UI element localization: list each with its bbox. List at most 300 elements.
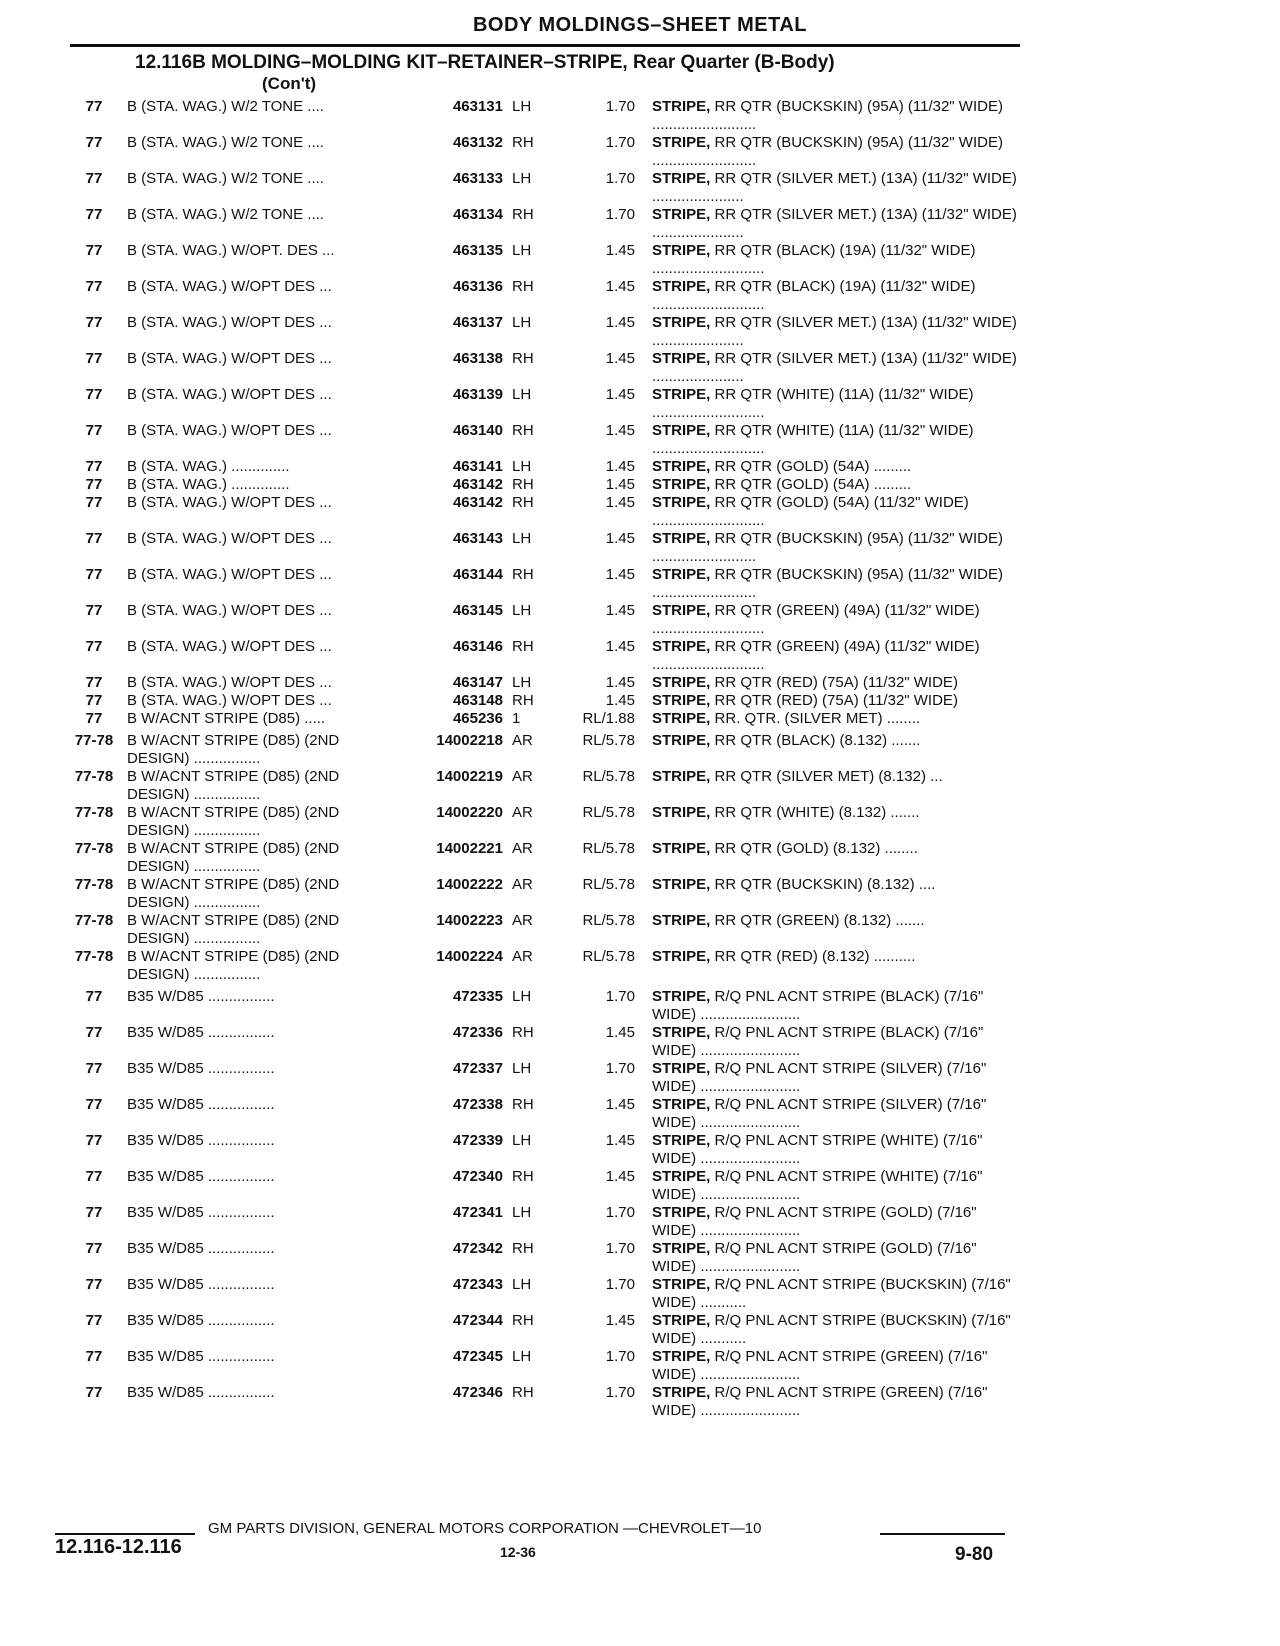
part-name [652, 458, 1022, 476]
price: 1.70 [605, 1384, 635, 1401]
part-name-detail: RR QTR (GOLD) (54A) ......... [714, 458, 912, 475]
price: RL/5.78 [582, 876, 635, 893]
part-name [652, 692, 1022, 710]
part-number: 463147 [452, 674, 503, 691]
part-name-keyword: STRIPE, [652, 1096, 711, 1113]
side-code: RH [512, 638, 534, 655]
price: 1.45 [605, 1168, 635, 1185]
model-year: 77 [85, 1024, 103, 1041]
part-name-keyword: STRIPE, [652, 732, 711, 749]
model-description: B (STA. WAG.) W/OPT DES ... [127, 350, 332, 367]
part-name-detail: RR QTR (BLACK) (19A) (11/32" WIDE) ........................... [652, 278, 976, 313]
model-description: B (STA. WAG.) W/OPT DES ... [127, 530, 332, 547]
price: 1.45 [605, 314, 635, 331]
model-description: B (STA. WAG.) W/OPT DES ... [127, 422, 332, 439]
part-number: 463138 [452, 350, 503, 367]
part-number: 472336 [452, 1024, 503, 1041]
part-number: 472337 [452, 1060, 503, 1077]
part-number: 463139 [452, 386, 503, 403]
price: 1.45 [605, 242, 635, 259]
part-name-keyword: STRIPE, [652, 278, 711, 295]
part-number: 463131 [452, 98, 503, 115]
part-name [652, 1024, 1022, 1060]
part-name-keyword: STRIPE, [652, 988, 711, 1005]
price: 1.45 [605, 1024, 635, 1041]
part-name-detail: RR QTR (BUCKSKIN) (95A) (11/32" WIDE) ......................... [652, 134, 1003, 169]
part-number: 463145 [452, 602, 503, 619]
part-name [652, 98, 1022, 134]
page-title: BODY MOLDINGS–SHEET METAL [472, 14, 807, 36]
model-year: 77-78 [74, 732, 114, 749]
part-name-keyword: STRIPE, [652, 494, 711, 511]
part-number: 472341 [452, 1204, 503, 1221]
part-name [652, 1240, 1022, 1276]
part-number: 472340 [452, 1168, 503, 1185]
side-code: RH [512, 1024, 534, 1041]
price: 1.45 [605, 530, 635, 547]
model-description: B (STA. WAG.) W/OPT DES ... [127, 602, 332, 619]
part-name-keyword: STRIPE, [652, 876, 711, 893]
model-year: 77-78 [74, 876, 114, 893]
price: 1.70 [605, 1204, 635, 1221]
part-name [652, 768, 1022, 786]
side-code: RH [512, 1240, 534, 1257]
model-description: B (STA. WAG.) W/OPT DES ... [127, 278, 332, 295]
model-description: B W/ACNT STRIPE (D85) (2ND DESIGN) ................ [127, 804, 340, 839]
footer-rule-right [880, 1533, 1005, 1535]
model-description: B (STA. WAG.) W/OPT DES ... [127, 674, 332, 691]
part-name-keyword: STRIPE, [652, 710, 711, 727]
model-description: B (STA. WAG.) W/OPT DES ... [127, 494, 332, 511]
part-name-detail: RR QTR (SILVER MET.) (13A) (11/32" WIDE) ...................... [652, 350, 1017, 385]
model-description: B W/ACNT STRIPE (D85) ..... [127, 710, 326, 727]
model-year: 77 [85, 1384, 103, 1401]
model-year: 77 [85, 692, 103, 709]
side-code: LH [512, 1132, 532, 1149]
price: 1.70 [605, 1240, 635, 1257]
part-name-detail: RR QTR (WHITE) (8.132) ....... [714, 804, 920, 821]
model-year: 77 [85, 1240, 103, 1257]
price: 1.70 [605, 206, 635, 223]
part-name [652, 840, 1022, 858]
model-description: B W/ACNT STRIPE (D85) (2ND DESIGN) ................ [127, 768, 340, 803]
model-year: 77 [85, 566, 103, 583]
side-code: LH [512, 458, 532, 475]
side-code: AR [512, 804, 533, 821]
side-code: RH [512, 566, 534, 583]
part-name [652, 1132, 1022, 1168]
price: 1.70 [605, 1276, 635, 1293]
part-name-keyword: STRIPE, [652, 692, 711, 709]
part-name [652, 1204, 1022, 1240]
part-name [652, 350, 1022, 386]
part-name-detail: R/Q PNL ACNT STRIPE (BUCKSKIN) (7/16" WIDE) ........... [652, 1276, 1011, 1311]
price: 1.70 [605, 988, 635, 1005]
part-name-keyword: STRIPE, [652, 602, 711, 619]
price: RL/5.78 [582, 732, 635, 749]
price: RL/5.78 [582, 768, 635, 785]
model-description: B (STA. WAG.) W/2 TONE .... [127, 170, 324, 187]
side-code: LH [512, 530, 532, 547]
model-year: 77 [85, 1096, 103, 1113]
side-code: LH [512, 602, 532, 619]
price: 1.45 [605, 1312, 635, 1329]
part-name [652, 566, 1022, 602]
part-name [652, 134, 1022, 170]
model-year: 77 [85, 530, 103, 547]
part-name-keyword: STRIPE, [652, 1024, 711, 1041]
part-name-detail: RR QTR (WHITE) (11A) (11/32" WIDE) ........................... [652, 386, 974, 421]
part-name-detail: R/Q PNL ACNT STRIPE (WHITE) (7/16" WIDE) ........................ [652, 1168, 983, 1203]
price: 1.70 [605, 170, 635, 187]
part-name-keyword: STRIPE, [652, 948, 711, 965]
model-description: B W/ACNT STRIPE (D85) (2ND DESIGN) ................ [127, 912, 340, 947]
part-name-detail: RR QTR (SILVER MET.) (13A) (11/32" WIDE) ...................... [652, 314, 1017, 349]
part-name-keyword: STRIPE, [652, 1168, 711, 1185]
part-name-detail: RR. QTR. (SILVER MET) ........ [714, 710, 921, 727]
part-name [652, 876, 1022, 894]
part-number: 463136 [452, 278, 503, 295]
part-name [652, 1276, 1022, 1312]
part-number: 472342 [452, 1240, 503, 1257]
part-name [652, 710, 1022, 728]
model-description: B (STA. WAG.) W/OPT DES ... [127, 638, 332, 655]
part-name-detail: RR QTR (SILVER MET.) (13A) (11/32" WIDE) ...................... [652, 206, 1017, 241]
price: 1.45 [605, 278, 635, 295]
part-number: 472339 [452, 1132, 503, 1149]
part-name-detail: RR QTR (BLACK) (19A) (11/32" WIDE) ........................... [652, 242, 976, 277]
part-name-keyword: STRIPE, [652, 458, 711, 475]
model-year: 77-78 [74, 768, 114, 785]
part-name-detail: R/Q PNL ACNT STRIPE (GREEN) (7/16" WIDE) ........................ [652, 1348, 988, 1383]
price: 1.45 [605, 476, 635, 493]
model-description: B (STA. WAG.) W/OPT. DES ... [127, 242, 335, 259]
model-year: 77 [85, 134, 103, 151]
part-name [652, 804, 1022, 822]
model-description: B35 W/D85 ................ [127, 1312, 275, 1329]
part-name-detail: RR QTR (BUCKSKIN) (8.132) .... [714, 876, 936, 893]
side-code: AR [512, 768, 533, 785]
part-name-keyword: STRIPE, [652, 1384, 711, 1401]
model-description: B (STA. WAG.) W/2 TONE .... [127, 134, 324, 151]
model-description: B (STA. WAG.) W/OPT DES ... [127, 692, 332, 709]
part-name-detail: RR QTR (BUCKSKIN) (95A) (11/32" WIDE) ......................... [652, 98, 1003, 133]
part-name [652, 422, 1022, 458]
model-year: 77 [85, 386, 103, 403]
price: 1.45 [605, 566, 635, 583]
part-name-detail: R/Q PNL ACNT STRIPE (BUCKSKIN) (7/16" WIDE) ........... [652, 1312, 1011, 1347]
part-name-keyword: STRIPE, [652, 314, 711, 331]
part-number: 14002220 [436, 804, 503, 821]
model-description: B35 W/D85 ................ [127, 1132, 275, 1149]
price: RL/5.78 [582, 948, 635, 965]
price: 1.45 [605, 458, 635, 475]
part-name-detail: RR QTR (GOLD) (54A) (11/32" WIDE) ........................... [652, 494, 969, 529]
price: RL/5.78 [582, 912, 635, 929]
part-name-keyword: STRIPE, [652, 350, 711, 367]
model-year: 77 [85, 422, 103, 439]
price: 1.70 [605, 98, 635, 115]
model-description: B35 W/D85 ................ [127, 1204, 275, 1221]
part-number: 463143 [452, 530, 503, 547]
part-name-keyword: STRIPE, [652, 840, 711, 857]
part-name-detail: RR QTR (GOLD) (54A) ......... [714, 476, 912, 493]
part-number: 463142 [452, 476, 503, 493]
model-description: B (STA. WAG.) W/OPT DES ... [127, 314, 332, 331]
part-name-keyword: STRIPE, [652, 674, 711, 691]
price: 1.70 [605, 134, 635, 151]
part-name-detail: RR QTR (BUCKSKIN) (95A) (11/32" WIDE) ......................... [652, 530, 1003, 565]
model-year: 77 [85, 1348, 103, 1365]
price: RL/5.78 [582, 840, 635, 857]
price: RL/5.78 [582, 804, 635, 821]
part-name-detail: R/Q PNL ACNT STRIPE (GOLD) (7/16" WIDE) ........................ [652, 1204, 977, 1239]
part-name-detail: RR QTR (WHITE) (11A) (11/32" WIDE) ........................... [652, 422, 974, 457]
model-description: B35 W/D85 ................ [127, 1096, 275, 1113]
part-number: 463140 [452, 422, 503, 439]
price: 1.45 [605, 386, 635, 403]
model-description: B35 W/D85 ................ [127, 988, 275, 1005]
part-name-keyword: STRIPE, [652, 1312, 711, 1329]
part-number: 472346 [452, 1384, 503, 1401]
part-name-keyword: STRIPE, [652, 912, 711, 929]
part-number: 472344 [452, 1312, 503, 1329]
part-number: 465236 [452, 710, 503, 727]
part-number: 14002222 [436, 876, 503, 893]
side-code: RH [512, 350, 534, 367]
part-name-keyword: STRIPE, [652, 386, 711, 403]
part-name-keyword: STRIPE, [652, 530, 711, 547]
part-number: 14002219 [436, 768, 503, 785]
side-code: LH [512, 674, 532, 691]
section-continued-label: (Con't) [262, 74, 317, 93]
model-year: 77 [85, 638, 103, 655]
side-code: RH [512, 1312, 534, 1329]
side-code: AR [512, 912, 533, 929]
model-year: 77 [85, 1132, 103, 1149]
price: 1.45 [605, 422, 635, 439]
part-name [652, 1168, 1022, 1204]
part-name-detail: R/Q PNL ACNT STRIPE (BLACK) (7/16" WIDE) ........................ [652, 988, 984, 1023]
price: 1.70 [605, 1060, 635, 1077]
part-name-detail: R/Q PNL ACNT STRIPE (GREEN) (7/16" WIDE) ........................ [652, 1384, 988, 1419]
price: RL/1.88 [582, 710, 635, 727]
side-code: AR [512, 948, 533, 965]
part-name-detail: RR QTR (GREEN) (8.132) ....... [714, 912, 925, 929]
part-name-keyword: STRIPE, [652, 566, 711, 583]
side-code: RH [512, 1384, 534, 1401]
part-name-keyword: STRIPE, [652, 422, 711, 439]
part-name-keyword: STRIPE, [652, 206, 711, 223]
part-name-keyword: STRIPE, [652, 170, 711, 187]
model-year: 77-78 [74, 912, 114, 929]
side-code: LH [512, 98, 532, 115]
side-code: 1 [512, 710, 521, 727]
model-description: B35 W/D85 ................ [127, 1060, 275, 1077]
side-code: RH [512, 1168, 534, 1185]
footer-page-number: 12-36 [500, 1544, 536, 1560]
part-name-detail: RR QTR (RED) (75A) (11/32" WIDE) [714, 692, 958, 709]
part-name [652, 1312, 1022, 1348]
model-year: 77 [85, 350, 103, 367]
model-description: B (STA. WAG.) .............. [127, 458, 290, 475]
model-description: B35 W/D85 ................ [127, 1240, 275, 1257]
price: 1.70 [605, 1348, 635, 1365]
part-name [652, 206, 1022, 242]
side-code: LH [512, 1276, 532, 1293]
part-number: 472338 [452, 1096, 503, 1113]
part-name-detail: R/Q PNL ACNT STRIPE (SILVER) (7/16" WIDE) ........................ [652, 1060, 987, 1095]
part-name [652, 170, 1022, 206]
part-name-keyword: STRIPE, [652, 804, 711, 821]
price: 1.45 [605, 494, 635, 511]
part-number: 463142 [452, 494, 503, 511]
part-name-detail: RR QTR (GOLD) (8.132) ........ [714, 840, 918, 857]
part-number: 463133 [452, 170, 503, 187]
side-code: LH [512, 1060, 532, 1077]
model-year: 77 [85, 674, 103, 691]
model-year: 77 [85, 476, 103, 493]
model-description: B35 W/D85 ................ [127, 1276, 275, 1293]
part-name-keyword: STRIPE, [652, 1132, 711, 1149]
model-year: 77 [85, 278, 103, 295]
part-name-detail: RR QTR (SILVER MET.) (13A) (11/32" WIDE) ...................... [652, 170, 1017, 205]
side-code: RH [512, 278, 534, 295]
model-description: B (STA. WAG.) .............. [127, 476, 290, 493]
model-year: 77 [85, 1060, 103, 1077]
part-name-detail: RR QTR (BUCKSKIN) (95A) (11/32" WIDE) ......................... [652, 566, 1003, 601]
part-name-keyword: STRIPE, [652, 476, 711, 493]
part-name-detail: RR QTR (BLACK) (8.132) ....... [714, 732, 921, 749]
model-description: B (STA. WAG.) W/OPT DES ... [127, 386, 332, 403]
part-number: 463146 [452, 638, 503, 655]
part-name-detail: RR QTR (RED) (75A) (11/32" WIDE) [714, 674, 958, 691]
side-code: LH [512, 988, 532, 1005]
price: 1.45 [605, 602, 635, 619]
model-description: B35 W/D85 ................ [127, 1168, 275, 1185]
part-number: 463135 [452, 242, 503, 259]
price: 1.45 [605, 350, 635, 367]
part-name-keyword: STRIPE, [652, 638, 711, 655]
price: 1.45 [605, 1096, 635, 1113]
part-name-keyword: STRIPE, [652, 1348, 711, 1365]
model-description: B (STA. WAG.) W/2 TONE .... [127, 206, 324, 223]
price: 1.45 [605, 1132, 635, 1149]
model-year: 77 [85, 98, 103, 115]
part-number: 463132 [452, 134, 503, 151]
part-name-keyword: STRIPE, [652, 98, 711, 115]
part-name-detail: R/Q PNL ACNT STRIPE (BLACK) (7/16" WIDE) ........................ [652, 1024, 984, 1059]
part-name [652, 1060, 1022, 1096]
part-number: 463137 [452, 314, 503, 331]
model-description: B W/ACNT STRIPE (D85) (2ND DESIGN) ................ [127, 948, 340, 983]
side-code: LH [512, 386, 532, 403]
part-name [652, 386, 1022, 422]
part-name-detail: RR QTR (GREEN) (49A) (11/32" WIDE) ........................... [652, 638, 980, 673]
side-code: RH [512, 476, 534, 493]
part-name-keyword: STRIPE, [652, 768, 711, 785]
part-number: 14002223 [436, 912, 503, 929]
part-name [652, 530, 1022, 566]
side-code: RH [512, 494, 534, 511]
model-year: 77 [85, 602, 103, 619]
model-description: B35 W/D85 ................ [127, 1384, 275, 1401]
part-name-detail: R/Q PNL ACNT STRIPE (SILVER) (7/16" WIDE) ........................ [652, 1096, 987, 1131]
part-name [652, 1348, 1022, 1384]
part-name-keyword: STRIPE, [652, 134, 711, 151]
model-year: 77 [85, 206, 103, 223]
model-description: B W/ACNT STRIPE (D85) (2ND DESIGN) ................ [127, 732, 340, 767]
part-name [652, 988, 1022, 1024]
model-year: 77 [85, 458, 103, 475]
part-name [652, 912, 1022, 930]
part-name-detail: RR QTR (SILVER MET) (8.132) ... [714, 768, 943, 785]
model-year: 77 [85, 314, 103, 331]
part-name-detail: RR QTR (GREEN) (49A) (11/32" WIDE) ........................... [652, 602, 980, 637]
section-title: 12.116B MOLDING–MOLDING KIT–RETAINER–STRIPE, Rear Quarter (B-Body) [135, 52, 835, 73]
part-name [652, 494, 1022, 530]
part-name-keyword: STRIPE, [652, 1060, 711, 1077]
part-name-keyword: STRIPE, [652, 1240, 711, 1257]
model-year: 77 [85, 1276, 103, 1293]
model-year: 77-78 [74, 804, 114, 821]
side-code: RH [512, 422, 534, 439]
part-name-detail: R/Q PNL ACNT STRIPE (GOLD) (7/16" WIDE) ........................ [652, 1240, 977, 1275]
model-description: B (STA. WAG.) W/OPT DES ... [127, 566, 332, 583]
side-code: LH [512, 1348, 532, 1365]
model-description: B35 W/D85 ................ [127, 1024, 275, 1041]
side-code: RH [512, 206, 534, 223]
footer-publisher: GM PARTS DIVISION, GENERAL MOTORS CORPORATION —CHEVROLET—10 [208, 1520, 762, 1537]
price: 1.45 [605, 638, 635, 655]
part-number: 463144 [452, 566, 503, 583]
side-code: RH [512, 692, 534, 709]
part-name [652, 278, 1022, 314]
side-code: LH [512, 1204, 532, 1221]
model-description: B W/ACNT STRIPE (D85) (2ND DESIGN) ................ [127, 876, 340, 911]
model-year: 77 [85, 242, 103, 259]
part-name-detail: R/Q PNL ACNT STRIPE (WHITE) (7/16" WIDE) ........................ [652, 1132, 983, 1167]
part-name [652, 1384, 1022, 1420]
part-name [652, 638, 1022, 674]
side-code: AR [512, 876, 533, 893]
part-number: 14002218 [436, 732, 503, 749]
part-name-keyword: STRIPE, [652, 242, 711, 259]
part-number: 463134 [452, 206, 503, 223]
part-number: 14002224 [436, 948, 503, 965]
side-code: LH [512, 314, 532, 331]
model-description: B (STA. WAG.) W/2 TONE .... [127, 98, 324, 115]
part-name [652, 314, 1022, 350]
side-code: AR [512, 840, 533, 857]
model-year: 77 [85, 1168, 103, 1185]
model-year: 77 [85, 1312, 103, 1329]
footer-rule-left [55, 1533, 195, 1535]
footer-date: 9-80 [955, 1544, 994, 1565]
part-number: 472343 [452, 1276, 503, 1293]
model-year: 77-78 [74, 840, 114, 857]
model-description: B35 W/D85 ................ [127, 1348, 275, 1365]
part-number: 463141 [452, 458, 503, 475]
part-name [652, 242, 1022, 278]
part-number: 463148 [452, 692, 503, 709]
side-code: LH [512, 242, 532, 259]
part-number: 14002221 [436, 840, 503, 857]
model-year: 77 [85, 170, 103, 187]
side-code: AR [512, 732, 533, 749]
part-name [652, 732, 1022, 750]
part-name-keyword: STRIPE, [652, 1204, 711, 1221]
